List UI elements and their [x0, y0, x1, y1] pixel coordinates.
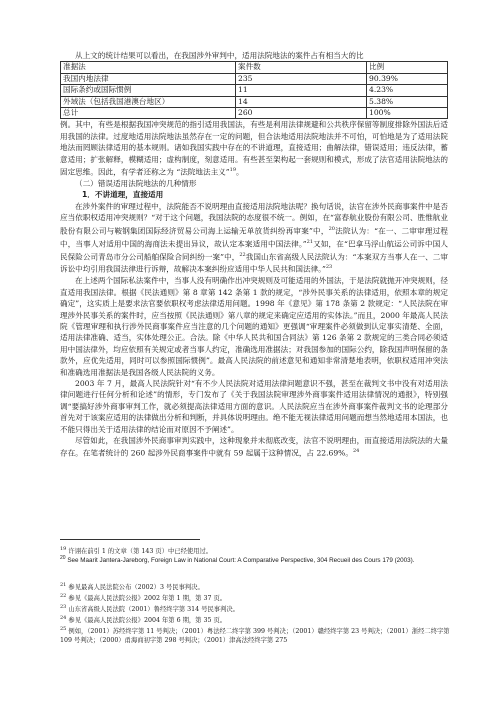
- table-header-row: [61, 62, 448, 73]
- table-cell: 外域法（包括我国港澳台地区）: [61, 96, 236, 107]
- table-row: [61, 96, 448, 107]
- header-cell-ratio: 比例: [367, 62, 448, 73]
- table-cell: 我国内地法律: [61, 73, 236, 84]
- paragraph: 2003 年 7 月，最高人民法院针对“有不少人民法院对适用法律问题意识不强，甚至在裁判文书中没有对适用法律问题进行任何分析和论述”的情形，专门发布了《关于我国法院审理涉外商事案件适用法律情况的通报》，特别强调“要搞好涉外商事审判工作，就必须提高法律适用方面的意识。人民法院应当在涉外商事案件裁判文书的论理部分首先对于该案应适用的法律做出分析和判断，并具体说明理由。绝不能无视法律适用问题而想当然地适用本国法，也不能只得出关于适用法律的结论而对原因不予阐述”。: [60, 379, 448, 434]
- table-row-total: [61, 108, 448, 119]
- subsection-heading: 1．不讲道理，直接适用: [82, 190, 164, 200]
- footnote: $^{22}$ 参见《最高人民法院公报》2002 年第 1 期，第 37 页。: [60, 593, 227, 603]
- footnote: $^{24}$ 参见《最高人民法院公报》2004 年第 6 期，第 35 页。: [60, 615, 227, 625]
- table-cell: 5.38%: [367, 96, 448, 107]
- paragraph: 例。其中，有些是根据我国冲突规范的指引适用我国法，有些是利用法律规避和公共秩序保留等制度排除外国法后适用我国的法律。过度地适用法院地法虽然存在一定的问题，但合法地适用法院地法并不可怕，可怕地是为了适用法院地法而罔顾法律适用的基本规则。诸如我国实践中存在的不讲道理，直接适用；曲解法律，错误适用；违反法律，蓄意适用；扩张解释，模糊适用；虚构制度，刻意适用。有些甚至架构起一套规则和模式，形成了法官适用法院地法的固定思维。因此，有学者还称之为 “法院地法主义”$^{19}$。: [60, 120, 448, 177]
- table-cell: 100%: [367, 108, 448, 119]
- header-cell-count: 案件数: [236, 62, 367, 73]
- statistics-table: [60, 61, 448, 119]
- paragraph: 在上述两个国际私法案件中，当事人没有明确作出冲突规则及可能适用的外国法，于是法院就抛开冲突规则，径直适用我国法律。根据《民法通则》第 8 章第 142 条第 1 款的规定，“涉外民事关系的法律适用，依照本章的规定确定”，这实质上是要求法官要依职权考虑法律适用问题。1998 年《意见》第 178 条第 2 款规定：“人民法院在审理涉外民事关系的案件时，应当按照《民法通则》第八章的规定来确定应适用的实体法。”而且，2000 年最高人民法院《管理审理和执行涉外民商事案件应当注意的几个问题的通知》更强调“审理案件必须做到认定事实清楚、全面，适用法律准确、适当，实体处理公正。合法。除《中华人民共和国合同法》第 126 条第 2 款规定的三类合同必须适用中国法律外，均应依照有关规定或者当事人约定，准确选用准据法；对我国参加的国际公约，除我国声明保留的条款外，应优先适用，同时可以参照国际惯例”。最高人民法院的前述意见和通知非常清楚地表明，依职权适用冲突法和准确选用准据法是我国各级人民法院的义务。: [60, 276, 448, 377]
- table-row: [61, 85, 448, 96]
- table-cell: 11: [236, 85, 367, 96]
- footnote: $^{25}$ 例如，（2001）苏经终字第 11 号判决；（2001）粤法经二终字第 399 号判决；（2001）赣经终字第 23 号判决；（2001）浙经二终字第 109 号判决；（2000）甬海商初字第 298 号判决；（2001）津高法经终字第 275: [60, 626, 450, 644]
- footnote: $^{19}$ 许诩在前引 1 的文章（第 143 页）中已经使用过。: [60, 546, 213, 556]
- footnote-ref: 22: [239, 251, 246, 258]
- table-cell: 14: [236, 96, 367, 107]
- footnote: $^{21}$ 参见最高人民法院公布（2002）3 号民事判决。: [60, 582, 204, 592]
- footnote: $^{20}$ See Maarit Jantera-Jareborg, Foreign Law in National Court: A Comparative Perspective, 304 Recueil des Cours 179 (2003).: [60, 555, 415, 565]
- paragraph: 在涉外案件的审理过程中，法院能否不说明理由直接适用法院地法呢？换句话说，法官在涉外民商事案件中是否应当依职权适用冲突规则？“对于这个问题，我国法院的态度很不统一。例如，在“富春航业股份有限公司、胜惟航业股份有限公司与鞍钢集团国际经济贸易公司海上运输无单放货纠纷再审案”中，$^{20}$法院认为：“在一、二审审理过程中，当事人对适用中国的海商法未提出异议，故认定本案适用中国法律。”$^{21}$又如，在“巴拿马浮山航运公司诉中国人民保险公司青岛市分公司船舶保险合同纠纷一案”中，$^{22}$我国山东省高级人民法院认为：“本案双方当事人在一、二审诉讼中均引用我国法律进行诉辩，故解决本案纠纷应适用中华人民共和国法律。”$^{23}$: [60, 201, 448, 274]
- header-cell-law: 准据法: [61, 62, 236, 73]
- footnote-ref: 20: [328, 225, 335, 232]
- section-heading: （二）错误适用法院地法的几种情形: [75, 179, 197, 188]
- table-cell: 90.39%: [367, 73, 448, 84]
- table-cell: 国际条约或国际惯例: [61, 85, 236, 96]
- table-row: [61, 73, 448, 84]
- paragraph: 尽管如此，在我国涉外民商事审判实践中，这种现象并未彻底改变，法官不说明理由，而直接适用法院法的大量存在。在笔者统计的 260 起涉外民商事案件中就有 59 起属于这种情况，占 22.69%。$^{24}$: [60, 436, 448, 458]
- footnote-ref: 23: [325, 264, 333, 271]
- footnote-divider: [60, 539, 200, 540]
- footnote-ref: 24: [353, 448, 360, 455]
- intro-line: 从上文的统计结果可以看出，在我国涉外审判中，适用法院地法的案件占有相当大的比: [75, 51, 364, 60]
- footnote: $^{23}$ 山东省高级人民法院（2001）鲁经终字第 314 号民事判决。: [60, 604, 239, 614]
- table-cell: 4.23%: [367, 85, 448, 96]
- table-cell: 235: [236, 73, 367, 84]
- document-body: [60, 50, 448, 459]
- table-cell: 260: [236, 108, 367, 119]
- footnote-ref: 21: [306, 238, 314, 245]
- table-cell: 总计: [61, 108, 236, 119]
- footnote-ref: 19: [229, 167, 237, 174]
